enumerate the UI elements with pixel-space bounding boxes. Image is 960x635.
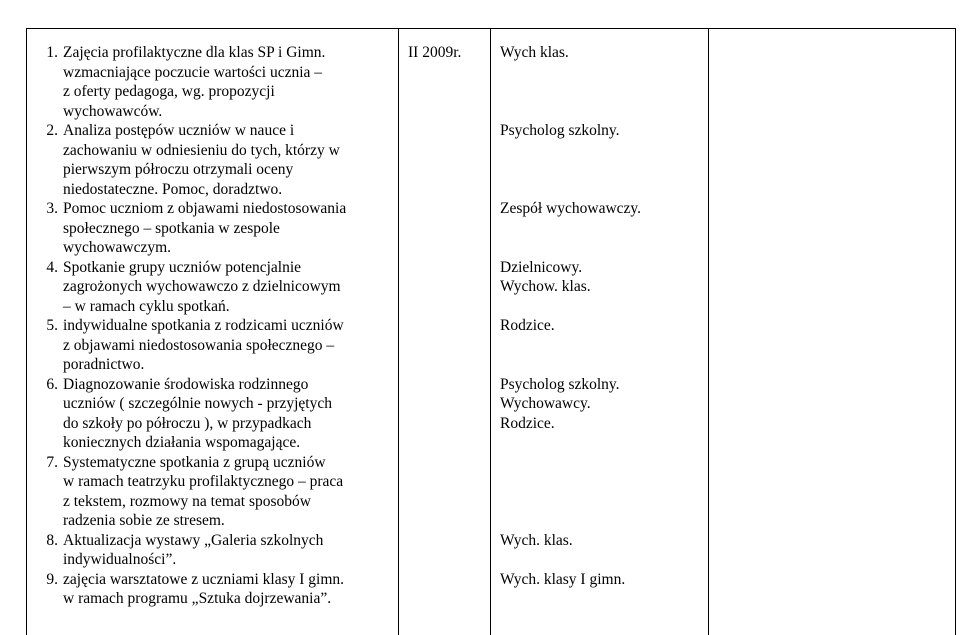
task-text: uczniów ( szczególnie nowych - przyjętych (63, 395, 332, 412)
responsible-cell (500, 316, 555, 336)
responsible-cell (500, 121, 620, 141)
task-text: z oferty pedagoga, wg. propozycji (63, 83, 275, 100)
responsible-cell (500, 531, 573, 551)
column-divider (398, 28, 399, 635)
responsible-cell (500, 43, 569, 63)
responsible-cell (500, 375, 620, 434)
task-text: w ramach programu „Sztuka dojrzewania”. (63, 590, 332, 607)
task-number: 3. (46, 200, 58, 217)
task-text: z objawami niedostosowania społecznego – (63, 336, 335, 354)
task-number: 6. (46, 375, 58, 393)
responsible-text: Wych klas. (500, 44, 569, 61)
task-text: zajęcia warsztatowe z uczniami klasy I gimn. (63, 570, 345, 588)
task-item (28, 570, 393, 609)
task-text: indywidualności”. (63, 551, 177, 568)
responsible-text: Psycholog szkolny. (500, 122, 620, 139)
task-item (28, 531, 393, 570)
task-item (28, 316, 393, 375)
responsible-text: Wychow. klas. (500, 278, 591, 295)
task-text: zachowaniu w odniesieniu do tych, którzy w (63, 141, 340, 159)
task-text: Diagnozowanie środowiska rodzinnego (63, 375, 309, 393)
task-number: 7. (46, 453, 58, 471)
task-text: Zajęcia profilaktyczne dla klas SP i Gimn. (63, 44, 326, 61)
responsible-text: Dzielnicowy. (500, 258, 583, 276)
task-item (28, 121, 393, 199)
task-text: – w ramach cyklu spotkań. (63, 297, 230, 315)
task-text: Pomoc uczniom z objawami niedostosowania (63, 200, 347, 217)
task-text: wzmacniające poczucie wartości ucznia – (63, 63, 323, 81)
task-item (28, 375, 393, 453)
task-text: Aktualizacja wystawy „Galeria szkolnych (63, 531, 324, 549)
task-number: 9. (46, 570, 58, 588)
task-number: 8. (46, 531, 58, 549)
responsible-cell (500, 258, 591, 297)
responsible-cell (500, 199, 641, 219)
responsible-text: Rodzice. (500, 317, 555, 334)
column-divider (708, 28, 709, 635)
responsible-text: Zespół wychowawczy. (500, 200, 642, 217)
column-divider (490, 28, 491, 635)
task-text: poradnictwo. (63, 356, 145, 373)
responsible-text: Psycholog szkolny. (500, 375, 620, 393)
task-text: zagrożonych wychowawczo z dzielnicowym (63, 278, 341, 295)
responsible-text: Wychowawcy. (500, 395, 591, 412)
task-text: indywidualne spotkania z rodzicami uczniów (63, 317, 344, 334)
date-value: II 2009r. (408, 44, 462, 61)
task-item (28, 258, 393, 317)
task-text: koniecznych działania wspomagające. (63, 434, 301, 451)
task-text: radzenia sobie ze stresem. (63, 512, 225, 529)
task-text: wychowawców. (63, 102, 163, 120)
task-item (28, 453, 393, 531)
task-item (28, 199, 393, 258)
date-column (408, 43, 488, 63)
task-text: społecznego – spotkania w zespole (63, 219, 280, 237)
task-text: Systematyczne spotkania z grupą uczniów (63, 453, 326, 471)
task-text: do szkoły po półroczu ), w przypadkach (63, 414, 312, 432)
task-text: z tekstem, rozmowy na temat sposobów (63, 492, 311, 510)
task-text: niedostateczne. Pomoc, doradztwo. (63, 180, 283, 198)
task-text: wychowawczym. (63, 239, 172, 256)
task-number: 1. (46, 44, 58, 61)
task-item (28, 43, 393, 121)
task-text: Spotkanie grupy uczniów potencjalnie (63, 258, 302, 276)
responsible-text: Wych. klasy I gimn. (500, 570, 626, 588)
task-number: 2. (46, 122, 58, 139)
task-text: w ramach teatrzyku profilaktycznego – praca (63, 473, 344, 490)
responsible-text: Wych. klas. (500, 531, 573, 549)
task-number: 4. (46, 258, 58, 276)
responsible-cell (500, 570, 625, 590)
tasks-column (28, 43, 393, 609)
task-number: 5. (46, 317, 58, 334)
task-text: pierwszym półroczu otrzymali oceny (63, 161, 294, 178)
task-text: Analiza postępów uczniów w nauce i (63, 122, 295, 139)
responsible-text: Rodzice. (500, 414, 555, 432)
